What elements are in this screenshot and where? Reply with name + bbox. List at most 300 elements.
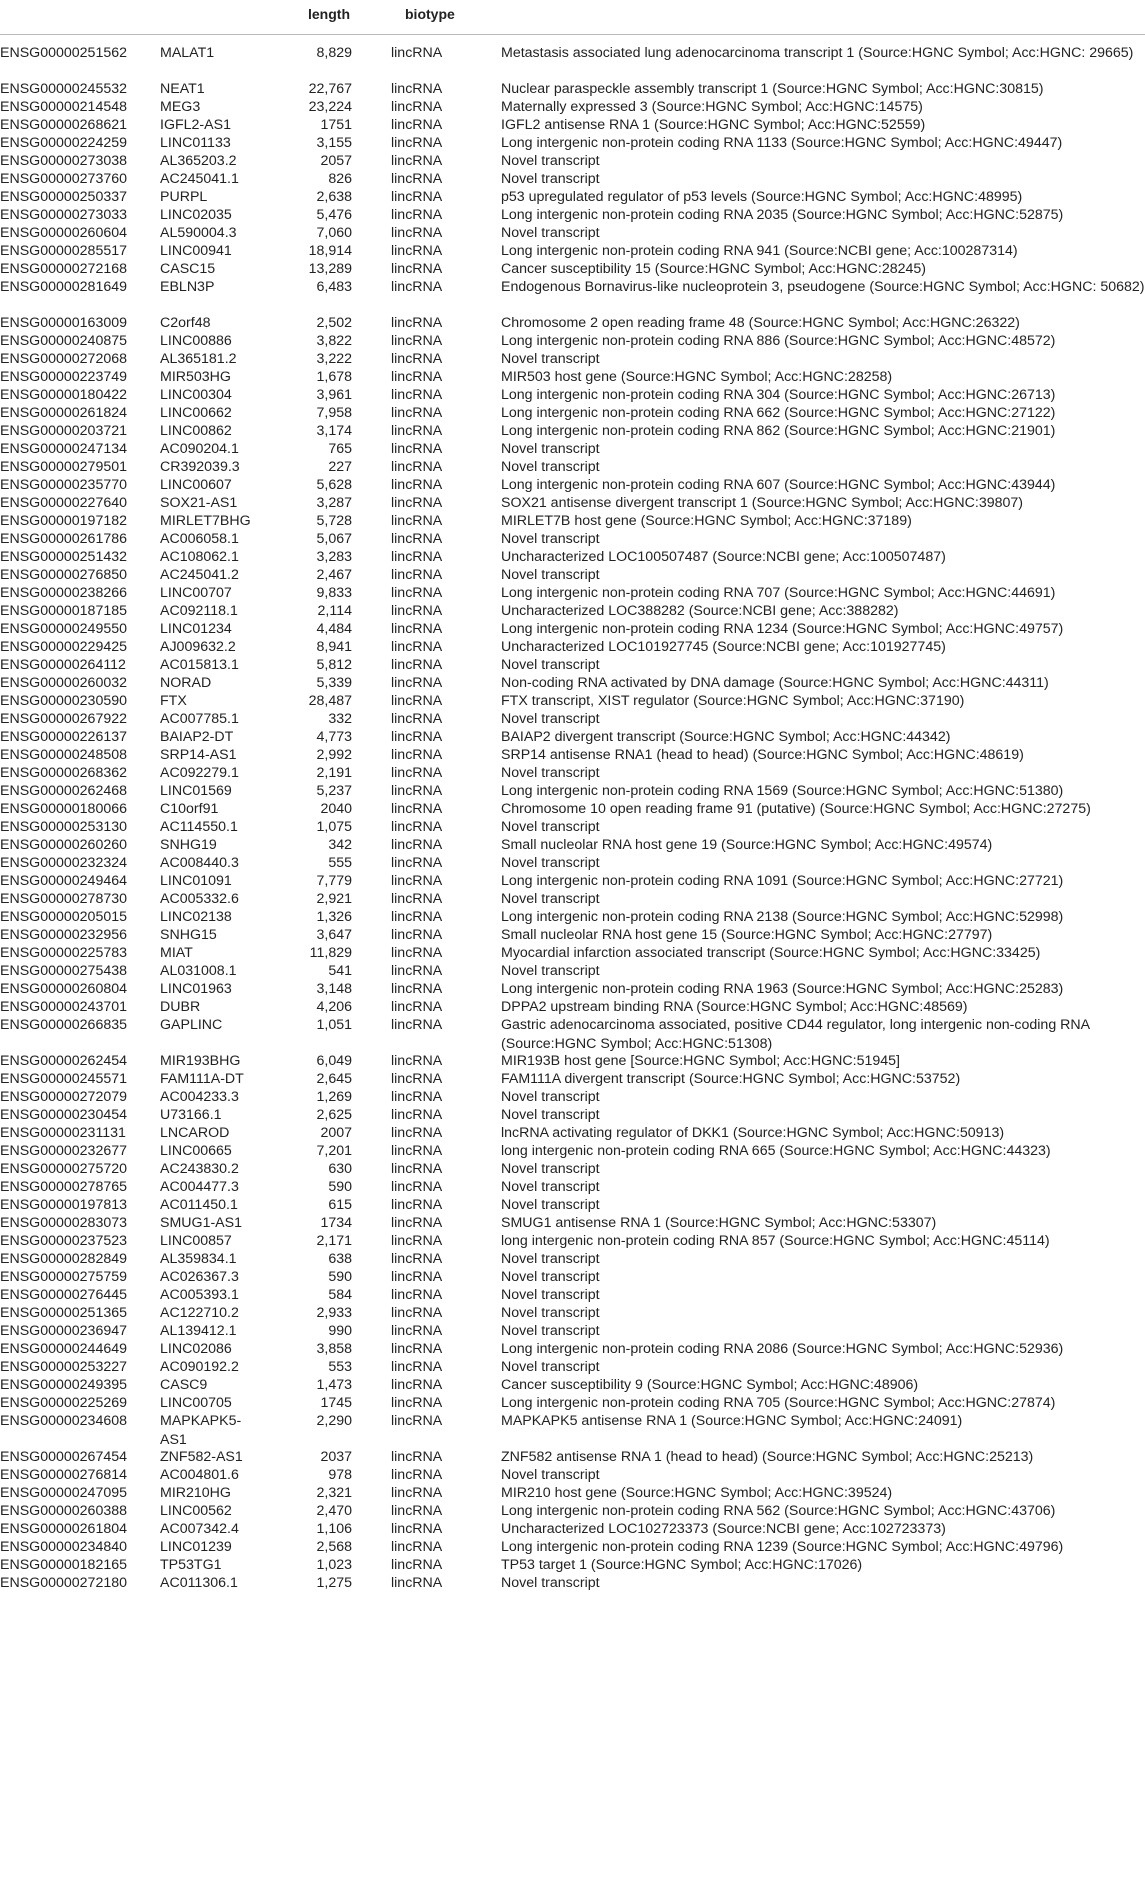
gene-length: 2037	[320, 1449, 352, 1465]
gene-biotype: lincRNA	[391, 369, 443, 385]
gene-symbol: AC092118.1	[160, 603, 238, 619]
gene-id: ENSG00000272068	[0, 351, 128, 367]
gene-description: Novel transcript	[501, 153, 600, 169]
gene-id: ENSG00000253227	[0, 1359, 128, 1375]
gene-description: Long intergenic non-protein coding RNA 1234 (Source:HGNC Symbol; Acc:HGNC:49757)	[501, 621, 1064, 637]
gene-description: Novel transcript	[501, 1197, 600, 1213]
gene-description: Gastric adenocarcinoma associated, positive CD44 regulator, long intergenic non-coding RNA (Source:HGNC Symbol; Acc:HGNC:51308)	[501, 1017, 1090, 1052]
gene-length: 1,326	[316, 909, 352, 925]
gene-symbol: SNHG15	[160, 927, 217, 943]
gene-biotype: lincRNA	[391, 1179, 443, 1195]
gene-id: ENSG00000223749	[0, 369, 128, 385]
gene-biotype: lincRNA	[391, 279, 443, 295]
gene-biotype: lincRNA	[391, 1143, 443, 1159]
gene-length: 765	[328, 441, 352, 457]
gene-length: 1,106	[316, 1521, 352, 1537]
gene-symbol: EBLN3P	[160, 279, 215, 295]
gene-biotype: lincRNA	[391, 711, 443, 727]
gene-symbol: LINC01239	[160, 1539, 232, 1555]
gene-biotype: lincRNA	[391, 1395, 443, 1411]
gene-length: 3,174	[316, 423, 352, 439]
header-length: length	[308, 6, 350, 22]
gene-biotype: lincRNA	[391, 909, 443, 925]
gene-description: Novel transcript	[501, 819, 600, 835]
gene-description: SMUG1 antisense RNA 1 (Source:HGNC Symbol; Acc:HGNC:53307)	[501, 1215, 937, 1231]
gene-description: Novel transcript	[501, 855, 600, 871]
gene-length: 3,148	[316, 981, 352, 997]
gene-length: 6,049	[316, 1053, 352, 1069]
gene-length: 2057	[320, 153, 352, 169]
gene-length: 2007	[320, 1125, 352, 1141]
gene-symbol: CASC9	[160, 1377, 208, 1393]
gene-length: 5,812	[316, 657, 352, 673]
gene-symbol: AC122710.2	[160, 1305, 239, 1321]
gene-length: 6,483	[316, 279, 352, 295]
gene-biotype: lincRNA	[391, 135, 443, 151]
gene-description: Novel transcript	[501, 963, 600, 979]
table-header	[0, 0, 1145, 35]
gene-description: Novel transcript	[501, 531, 600, 547]
gene-description: Novel transcript	[501, 1089, 600, 1105]
gene-length: 342	[328, 837, 352, 853]
gene-id: ENSG00000283073	[0, 1215, 128, 1231]
gene-biotype: lincRNA	[391, 549, 443, 565]
gene-id: ENSG00000260388	[0, 1503, 128, 1519]
gene-symbol: MIR503HG	[160, 369, 231, 385]
gene-description: Novel transcript	[501, 1179, 600, 1195]
gene-id: ENSG00000231131	[0, 1125, 126, 1141]
gene-symbol: AC092279.1	[160, 765, 239, 781]
gene-id: ENSG00000225269	[0, 1395, 128, 1411]
gene-id: ENSG00000275720	[0, 1161, 128, 1177]
gene-description: BAIAP2 divergent transcript (Source:HGNC Symbol; Acc:HGNC:44342)	[501, 729, 951, 745]
gene-biotype: lincRNA	[391, 243, 443, 259]
gene-symbol: LINC00705	[160, 1395, 232, 1411]
gene-biotype: lincRNA	[391, 927, 443, 943]
gene-symbol: MALAT1	[160, 45, 215, 61]
gene-description: FAM111A divergent transcript (Source:HGNC Symbol; Acc:HGNC:53752)	[501, 1071, 961, 1087]
gene-biotype: lincRNA	[391, 819, 443, 835]
gene-length: 638	[328, 1251, 352, 1267]
gene-description: Novel transcript	[501, 891, 600, 907]
gene-description: Novel transcript	[501, 765, 600, 781]
gene-description: MIR210 host gene (Source:HGNC Symbol; Acc:HGNC:39524)	[501, 1485, 893, 1501]
gene-description: Novel transcript	[501, 1323, 600, 1339]
gene-description: SOX21 antisense divergent transcript 1 (Source:HGNC Symbol; Acc:HGNC:39807)	[501, 495, 1024, 511]
gene-biotype: lincRNA	[391, 801, 443, 817]
gene-symbol: PURPL	[160, 189, 208, 205]
gene-symbol: LINC00941	[160, 243, 232, 259]
gene-length: 332	[328, 711, 352, 727]
gene-id: ENSG00000245571	[0, 1071, 128, 1087]
header-biotype: biotype	[405, 6, 455, 22]
gene-symbol: SNHG19	[160, 837, 217, 853]
gene-id: ENSG00000180422	[0, 387, 128, 403]
gene-description: Metastasis associated lung adenocarcinoma transcript 1 (Source:HGNC Symbol; Acc:HGNC: 29665)	[501, 45, 1134, 61]
gene-length: 7,060	[316, 225, 352, 241]
gene-length: 11,829	[309, 945, 352, 961]
gene-description: Chromosome 2 open reading frame 48 (Source:HGNC Symbol; Acc:HGNC:26322)	[501, 315, 1020, 331]
gene-length: 22,767	[308, 81, 352, 97]
gene-id: ENSG00000232677	[0, 1143, 128, 1159]
gene-id: ENSG00000272079	[0, 1089, 128, 1105]
gene-symbol: C2orf48	[160, 315, 211, 331]
gene-description: Novel transcript	[501, 1359, 600, 1375]
gene-biotype: lincRNA	[391, 1359, 443, 1375]
gene-id: ENSG00000244649	[0, 1341, 128, 1357]
gene-id: ENSG00000229425	[0, 639, 128, 655]
gene-biotype: lincRNA	[391, 1521, 443, 1537]
gene-description: Long intergenic non-protein coding RNA 1091 (Source:HGNC Symbol; Acc:HGNC:27721)	[501, 873, 1064, 889]
gene-symbol: AC004233.3	[160, 1089, 239, 1105]
gene-description: Long intergenic non-protein coding RNA 862 (Source:HGNC Symbol; Acc:HGNC:21901)	[501, 423, 1056, 439]
gene-id: ENSG00000272168	[0, 261, 128, 277]
gene-id: ENSG00000197813	[0, 1197, 128, 1213]
gene-biotype: lincRNA	[391, 531, 443, 547]
gene-id: ENSG00000281649	[0, 279, 128, 295]
gene-biotype: lincRNA	[391, 1287, 443, 1303]
gene-length: 7,201	[316, 1143, 352, 1159]
gene-id: ENSG00000262468	[0, 783, 128, 799]
gene-symbol: FTX	[160, 693, 187, 709]
gene-biotype: lincRNA	[391, 621, 443, 637]
gene-length: 826	[328, 171, 352, 187]
gene-id: ENSG00000261786	[0, 531, 128, 547]
gene-biotype: lincRNA	[391, 207, 443, 223]
gene-symbol: AC090192.2	[160, 1359, 239, 1375]
gene-id: ENSG00000261824	[0, 405, 128, 421]
gene-biotype: lincRNA	[391, 1377, 443, 1393]
gene-biotype: lincRNA	[391, 1485, 443, 1501]
gene-id: ENSG00000163009	[0, 315, 128, 331]
gene-biotype: lincRNA	[391, 261, 443, 277]
gene-biotype: lincRNA	[391, 675, 443, 691]
gene-biotype: lincRNA	[391, 1341, 443, 1357]
gene-biotype: lincRNA	[391, 1071, 443, 1087]
gene-id: ENSG00000273033	[0, 207, 128, 223]
gene-id: ENSG00000248508	[0, 747, 128, 763]
gene-description: Novel transcript	[501, 1269, 600, 1285]
gene-id: ENSG00000276814	[0, 1467, 128, 1483]
gene-biotype: lincRNA	[391, 1557, 443, 1573]
gene-symbol: IGFL2-AS1	[160, 117, 231, 133]
gene-symbol: AL365203.2	[160, 153, 237, 169]
gene-length: 2,114	[317, 603, 352, 619]
gene-id: ENSG00000285517	[0, 243, 128, 259]
gene-biotype: lincRNA	[391, 99, 443, 115]
gene-id: ENSG00000245532	[0, 81, 128, 97]
gene-description: Long intergenic non-protein coding RNA 2035 (Source:HGNC Symbol; Acc:HGNC:52875)	[501, 207, 1064, 223]
gene-biotype: lincRNA	[391, 387, 443, 403]
gene-id: ENSG00000260260	[0, 837, 128, 853]
gene-description: Uncharacterized LOC388282 (Source:NCBI gene; Acc:388282)	[501, 603, 899, 619]
gene-symbol: LINC00662	[160, 405, 232, 421]
gene-symbol: MEG3	[160, 99, 201, 115]
gene-description: MIR193B host gene [Source:HGNC Symbol; Acc:HGNC:51945]	[501, 1053, 901, 1069]
gene-description: Long intergenic non-protein coding RNA 607 (Source:HGNC Symbol; Acc:HGNC:43944)	[501, 477, 1056, 493]
gene-id: ENSG00000276850	[0, 567, 128, 583]
gene-symbol: AC008440.3	[160, 855, 239, 871]
gene-symbol: LINC02035	[160, 207, 232, 223]
gene-length: 3,283	[316, 549, 352, 565]
gene-symbol: LINC01963	[160, 981, 232, 997]
gene-symbol: LINC02138	[160, 909, 232, 925]
gene-length: 615	[328, 1197, 352, 1213]
gene-id: ENSG00000261804	[0, 1521, 128, 1537]
gene-description: Small nucleolar RNA host gene 19 (Source:HGNC Symbol; Acc:HGNC:49574)	[501, 837, 993, 853]
gene-description: DPPA2 upstream binding RNA (Source:HGNC Symbol; Acc:HGNC:48569)	[501, 999, 968, 1015]
gene-description: Novel transcript	[501, 459, 600, 475]
gene-id: ENSG00000224259	[0, 135, 128, 151]
gene-description: MIRLET7B host gene (Source:HGNC Symbol; Acc:HGNC:37189)	[501, 513, 912, 529]
gene-id: ENSG00000260804	[0, 981, 128, 997]
gene-symbol: AL031008.1	[160, 963, 237, 979]
gene-length: 3,961	[316, 387, 352, 403]
gene-description: lncRNA activating regulator of DKK1 (Source:HGNC Symbol; Acc:HGNC:50913)	[501, 1125, 1005, 1141]
gene-symbol: LINC01133	[160, 135, 231, 151]
gene-id: ENSG00000253130	[0, 819, 128, 835]
gene-biotype: lincRNA	[391, 603, 443, 619]
gene-symbol: SRP14-AS1	[160, 747, 237, 763]
gene-symbol: NEAT1	[160, 81, 205, 97]
gene-biotype: lincRNA	[391, 639, 443, 655]
gene-length: 3,858	[316, 1341, 352, 1357]
gene-description: Novel transcript	[501, 441, 600, 457]
gene-length: 23,224	[308, 99, 352, 115]
gene-biotype: lincRNA	[391, 693, 443, 709]
gene-id: ENSG00000234840	[0, 1539, 128, 1555]
gene-length: 3,287	[316, 495, 352, 511]
gene-biotype: lincRNA	[391, 657, 443, 673]
gene-length: 1,051	[316, 1017, 352, 1033]
gene-description: Novel transcript	[501, 567, 600, 583]
gene-symbol: MAPKAPK5-AS1	[160, 1413, 242, 1448]
gene-id: ENSG00000197182	[0, 513, 128, 529]
gene-length: 2,933	[316, 1305, 352, 1321]
gene-id: ENSG00000273760	[0, 171, 128, 187]
gene-id: ENSG00000262454	[0, 1053, 128, 1069]
gene-biotype: lincRNA	[391, 45, 443, 61]
gene-length: 2,191	[316, 765, 352, 781]
gene-id: ENSG00000226137	[0, 729, 128, 745]
gene-symbol: ZNF582-AS1	[160, 1449, 243, 1465]
gene-id: ENSG00000272180	[0, 1575, 128, 1591]
gene-id: ENSG00000264112	[0, 657, 126, 673]
gene-biotype: lincRNA	[391, 495, 443, 511]
gene-length: 7,779	[316, 873, 352, 889]
gene-id: ENSG00000282849	[0, 1251, 128, 1267]
gene-description: Endogenous Bornavirus-like nucleoprotein 3, pseudogene (Source:HGNC Symbol; Acc:HGNC: 50682)	[501, 279, 1145, 295]
gene-biotype: lincRNA	[391, 1161, 443, 1177]
gene-biotype: lincRNA	[391, 333, 443, 349]
gene-id: ENSG00000268621	[0, 117, 128, 133]
gene-length: 2,638	[316, 189, 352, 205]
gene-biotype: lincRNA	[391, 405, 443, 421]
gene-symbol: AL139412.1	[160, 1323, 237, 1339]
gene-symbol: LINC00562	[160, 1503, 232, 1519]
gene-description: long intergenic non-protein coding RNA 857 (Source:HGNC Symbol; Acc:HGNC:45114)	[501, 1233, 1050, 1249]
gene-length: 5,728	[316, 513, 352, 529]
gene-biotype: lincRNA	[391, 351, 443, 367]
gene-biotype: lincRNA	[391, 873, 443, 889]
gene-id: ENSG00000249395	[0, 1377, 128, 1393]
gene-symbol: AC011450.1	[160, 1197, 238, 1213]
gene-symbol: AC005393.1	[160, 1287, 239, 1303]
gene-id: ENSG00000279501	[0, 459, 128, 475]
gene-length: 13,289	[308, 261, 352, 277]
gene-id: ENSG00000276445	[0, 1287, 128, 1303]
gene-id: ENSG00000225783	[0, 945, 128, 961]
gene-symbol: DUBR	[160, 999, 201, 1015]
gene-length: 2,171	[316, 1233, 352, 1249]
gene-id: ENSG00000260604	[0, 225, 128, 241]
gene-description: Myocardial infarction associated transcript (Source:HGNC Symbol; Acc:HGNC:33425)	[501, 945, 1041, 961]
gene-length: 2,502	[316, 315, 352, 331]
gene-description: Novel transcript	[501, 1467, 600, 1483]
gene-symbol: AC004801.6	[160, 1467, 239, 1483]
gene-symbol: LINC02086	[160, 1341, 232, 1357]
gene-description: Nuclear paraspeckle assembly transcript 1 (Source:HGNC Symbol; Acc:HGNC:30815)	[501, 81, 1044, 97]
gene-length: 7,958	[316, 405, 352, 421]
gene-id: ENSG00000227640	[0, 495, 128, 511]
gene-symbol: SMUG1-AS1	[160, 1215, 242, 1231]
gene-biotype: lincRNA	[391, 1323, 443, 1339]
gene-description: Maternally expressed 3 (Source:HGNC Symbol; Acc:HGNC:14575)	[501, 99, 923, 115]
gene-symbol: AC006058.1	[160, 531, 239, 547]
gene-symbol: GAPLINC	[160, 1017, 223, 1033]
gene-id: ENSG00000232956	[0, 927, 128, 943]
gene-description: Long intergenic non-protein coding RNA 1963 (Source:HGNC Symbol; Acc:HGNC:25283)	[501, 981, 1064, 997]
gene-length: 3,155	[316, 135, 352, 151]
gene-symbol: AC090204.1	[160, 441, 239, 457]
gene-biotype: lincRNA	[391, 153, 443, 169]
gene-symbol: LINC01091	[160, 873, 232, 889]
gene-symbol: MIR210HG	[160, 1485, 231, 1501]
gene-length: 2,321	[316, 1485, 352, 1501]
gene-biotype: lincRNA	[391, 891, 443, 907]
gene-biotype: lincRNA	[391, 189, 443, 205]
gene-id: ENSG00000275438	[0, 963, 128, 979]
gene-description: Cancer susceptibility 9 (Source:HGNC Symbol; Acc:HGNC:48906)	[501, 1377, 919, 1393]
gene-length: 2,921	[316, 891, 352, 907]
gene-id: ENSG00000266835	[0, 1017, 128, 1033]
gene-symbol: CASC15	[160, 261, 216, 277]
gene-id: ENSG00000273038	[0, 153, 128, 169]
gene-id: ENSG00000230590	[0, 693, 128, 709]
gene-length: 4,773	[316, 729, 352, 745]
gene-biotype: lincRNA	[391, 1449, 443, 1465]
gene-length: 630	[328, 1161, 352, 1177]
gene-description: Novel transcript	[501, 1575, 600, 1591]
gene-description: SRP14 antisense RNA1 (head to head) (Source:HGNC Symbol; Acc:HGNC:48619)	[501, 747, 1024, 763]
gene-biotype: lincRNA	[391, 945, 443, 961]
gene-id: ENSG00000240875	[0, 333, 128, 349]
gene-description: Long intergenic non-protein coding RNA 662 (Source:HGNC Symbol; Acc:HGNC:27122)	[501, 405, 1056, 421]
gene-id: ENSG00000247134	[0, 441, 128, 457]
gene-description: Uncharacterized LOC100507487 (Source:NCBI gene; Acc:100507487)	[501, 549, 946, 565]
gene-biotype: lincRNA	[391, 855, 443, 871]
gene-biotype: lincRNA	[391, 729, 443, 745]
gene-length: 8,941	[316, 639, 352, 655]
gene-length: 4,206	[316, 999, 352, 1015]
gene-symbol: LINC00707	[160, 585, 232, 601]
gene-length: 2,992	[316, 747, 352, 763]
gene-id: ENSG00000237523	[0, 1233, 128, 1249]
gene-description: Long intergenic non-protein coding RNA 2138 (Source:HGNC Symbol; Acc:HGNC:52998)	[501, 909, 1064, 925]
gene-biotype: lincRNA	[391, 171, 443, 187]
gene-length: 5,339	[316, 675, 352, 691]
gene-description: Long intergenic non-protein coding RNA 304 (Source:HGNC Symbol; Acc:HGNC:26713)	[501, 387, 1056, 403]
gene-symbol: AL365181.2	[160, 351, 237, 367]
gene-length: 5,476	[316, 207, 352, 223]
gene-biotype: lincRNA	[391, 999, 443, 1015]
gene-biotype: lincRNA	[391, 783, 443, 799]
gene-length: 18,914	[308, 243, 352, 259]
gene-symbol: AC108062.1	[160, 549, 239, 565]
gene-symbol: AL359834.1	[160, 1251, 237, 1267]
gene-description: Novel transcript	[501, 1251, 600, 1267]
gene-length: 2,470	[316, 1503, 352, 1519]
gene-biotype: lincRNA	[391, 423, 443, 439]
gene-description: Novel transcript	[501, 657, 600, 673]
gene-length: 584	[328, 1287, 352, 1303]
gene-biotype: lincRNA	[391, 1197, 443, 1213]
gene-biotype: lincRNA	[391, 477, 443, 493]
gene-biotype: lincRNA	[391, 225, 443, 241]
gene-id: ENSG00000182165	[0, 1557, 128, 1573]
gene-description: MIR503 host gene (Source:HGNC Symbol; Acc:HGNC:28258)	[501, 369, 893, 385]
gene-description: Long intergenic non-protein coding RNA 1239 (Source:HGNC Symbol; Acc:HGNC:49796)	[501, 1539, 1064, 1555]
gene-length: 2040	[320, 801, 352, 817]
gene-length: 555	[328, 855, 352, 871]
gene-id: ENSG00000267454	[0, 1449, 128, 1465]
gene-length: 3,222	[316, 351, 352, 367]
gene-symbol: AC245041.1	[160, 171, 239, 187]
gene-description: FTX transcript, XIST regulator (Source:HGNC Symbol; Acc:HGNC:37190)	[501, 693, 965, 709]
gene-id: ENSG00000278765	[0, 1179, 128, 1195]
gene-id: ENSG00000260032	[0, 675, 128, 691]
gene-symbol: SOX21-AS1	[160, 495, 238, 511]
gene-description: Chromosome 10 open reading frame 91 (putative) (Source:HGNC Symbol; Acc:HGNC:27275)	[501, 801, 1091, 817]
gene-length: 1,473	[316, 1377, 352, 1393]
gene-description: Long intergenic non-protein coding RNA 707 (Source:HGNC Symbol; Acc:HGNC:44691)	[501, 585, 1056, 601]
gene-symbol: FAM111A-DT	[160, 1071, 244, 1087]
gene-biotype: lincRNA	[391, 117, 443, 133]
gene-description: Novel transcript	[501, 1161, 600, 1177]
gene-description: Small nucleolar RNA host gene 15 (Source:HGNC Symbol; Acc:HGNC:27797)	[501, 927, 993, 943]
gene-length: 227	[328, 459, 352, 475]
gene-biotype: lincRNA	[391, 1503, 443, 1519]
gene-symbol: U73166.1	[160, 1107, 222, 1123]
gene-biotype: lincRNA	[391, 1251, 443, 1267]
gene-symbol: AJ009632.2	[160, 639, 236, 655]
gene-id: ENSG00000214548	[0, 99, 128, 115]
gene-description: Novel transcript	[501, 171, 600, 187]
gene-length: 1751	[320, 117, 352, 133]
gene-id: ENSG00000247095	[0, 1485, 128, 1501]
gene-biotype: lincRNA	[391, 1467, 443, 1483]
gene-symbol: AC114550.1	[160, 819, 238, 835]
gene-description: Long intergenic non-protein coding RNA 2086 (Source:HGNC Symbol; Acc:HGNC:52936)	[501, 1341, 1064, 1357]
gene-biotype: lincRNA	[391, 837, 443, 853]
gene-length: 2,290	[316, 1413, 352, 1429]
gene-id: ENSG00000180066	[0, 801, 128, 817]
gene-symbol: TP53TG1	[160, 1557, 222, 1573]
gene-biotype: lincRNA	[391, 459, 443, 475]
gene-length: 5,067	[316, 531, 352, 547]
gene-length: 590	[328, 1269, 352, 1285]
gene-length: 1,023	[316, 1557, 352, 1573]
